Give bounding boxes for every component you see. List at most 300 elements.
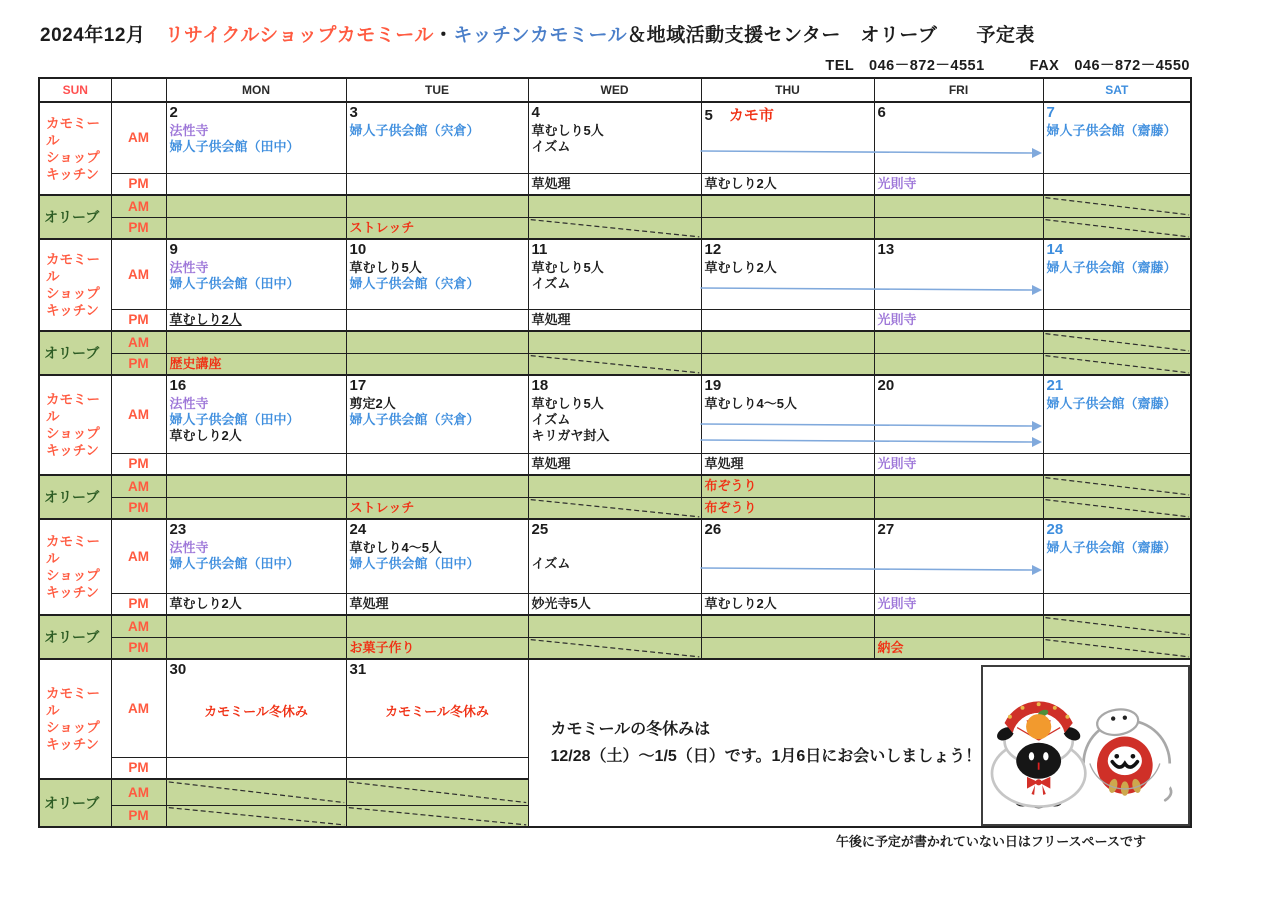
am-cell	[346, 659, 528, 757]
olive-am-cell	[346, 615, 528, 637]
closed-slot-diagonal	[529, 354, 701, 375]
schedule-entry: 婦人子供会館（齋藤）	[1046, 260, 1177, 275]
date-line	[705, 377, 871, 396]
day-header-MON: MON	[166, 78, 346, 102]
pm-label: PM	[111, 593, 166, 615]
title-kitchen-name: キッチンカモミール	[453, 25, 628, 46]
olive-activity: ストレッチ	[349, 219, 415, 235]
olive-pm-cell	[166, 637, 346, 659]
shop-label-line: ショップ	[46, 568, 100, 583]
olive-am-cell	[701, 195, 874, 217]
olive-am-cell	[701, 331, 874, 353]
am-cell	[528, 239, 701, 309]
olive-am-row	[39, 331, 1191, 353]
schedule-entry: 草むしり2人	[169, 595, 242, 611]
schedule-entry: イズム	[531, 556, 571, 571]
page-title	[40, 20, 1035, 47]
olive-pm-label: PM	[111, 637, 166, 659]
date-line	[170, 521, 343, 540]
schedule-entry: 草処理	[531, 175, 571, 191]
olive-am-cell	[528, 331, 701, 353]
row-label-chamomile	[39, 102, 111, 195]
olive-pm-cell	[701, 353, 874, 375]
closed-slot-diagonal	[529, 638, 701, 659]
pm-cell	[874, 593, 1043, 615]
olive-pm-cell	[1043, 497, 1191, 519]
schedule-entry: 草むしり2人	[704, 260, 777, 275]
date-line	[705, 104, 871, 123]
olive-am-cell	[166, 475, 346, 497]
schedule-entry: 婦人子供会館（田中）	[169, 556, 300, 571]
date-line	[1047, 521, 1188, 540]
olive-am-cell	[166, 615, 346, 637]
winter-break-notice	[529, 716, 982, 770]
row-label-olive: オリーブ	[39, 195, 111, 239]
olive-pm-cell	[1043, 353, 1191, 375]
schedule-entry: 草むしり2人	[169, 428, 242, 443]
shop-label-line: キッチン	[46, 303, 100, 318]
olive-am-cell	[874, 615, 1043, 637]
olive-activity: ストレッチ	[349, 499, 415, 515]
date-number: 11	[531, 241, 548, 258]
date-line	[705, 241, 871, 260]
date-line	[170, 661, 343, 680]
olive-activity: 布ぞうり	[704, 499, 757, 515]
white-snake-with-daruma-illustration	[1084, 707, 1172, 813]
pm-cell	[346, 309, 528, 331]
row-label-chamomile	[39, 519, 111, 615]
pm-label: PM	[111, 757, 166, 779]
row-label-chamomile	[39, 659, 111, 779]
am-cell	[1043, 239, 1191, 309]
closed-slot-diagonal	[167, 780, 346, 805]
date-number: 27	[877, 521, 895, 538]
olive-pm-cell	[346, 353, 528, 375]
day-header-SAT: SAT	[1043, 78, 1191, 102]
olive-activity: お菓子作り	[349, 639, 415, 655]
olive-pm-label: PM	[111, 353, 166, 375]
tel-fax-line: TEL 046－872－4551 FAX 046－872－4550	[825, 58, 1190, 74]
date-line	[532, 521, 698, 540]
schedule-entry: 婦人子供会館（宍倉）	[349, 123, 480, 138]
chamomile-am-row	[39, 102, 1191, 173]
schedule-entry: 草処理	[349, 595, 389, 611]
date-number: 31	[349, 661, 367, 678]
closed-slot-diagonal	[1044, 498, 1191, 519]
olive-pm-cell	[528, 217, 701, 239]
date-number: 24	[349, 521, 367, 538]
shop-label-line: カモミール	[46, 686, 100, 718]
day-header-TUE: TUE	[346, 78, 528, 102]
pm-cell	[528, 453, 701, 475]
pm-cell	[701, 453, 874, 475]
pm-cell	[346, 593, 528, 615]
date-line	[1047, 377, 1188, 396]
date-line	[532, 104, 698, 123]
schedule-entry: 婦人子供会館（齋藤）	[1046, 123, 1177, 138]
olive-pm-cell	[166, 805, 346, 827]
olive-pm-cell	[874, 497, 1043, 519]
schedule-entry: 婦人子供会館（齋藤）	[1046, 540, 1177, 555]
date-line	[532, 377, 698, 396]
schedule-entry: 草処理	[531, 311, 571, 327]
date-line	[705, 521, 871, 540]
olive-am-cell	[1043, 331, 1191, 353]
am-label: AM	[111, 659, 166, 757]
am-cell	[701, 239, 874, 309]
am-cell	[874, 375, 1043, 453]
chamomile-pm-row	[39, 309, 1191, 331]
olive-pm-cell	[528, 497, 701, 519]
olive-am-cell	[1043, 195, 1191, 217]
am-cell	[166, 519, 346, 593]
shop-label-line: カモミール	[46, 115, 100, 148]
schedule-entry: 草むしり5人	[531, 260, 604, 275]
pm-label: PM	[111, 309, 166, 331]
pm-cell	[874, 453, 1043, 475]
schedule-entry: 婦人子供会館（齋藤）	[1046, 396, 1177, 411]
closed-slot-diagonal	[1044, 218, 1191, 239]
olive-pm-cell	[874, 217, 1043, 239]
date-number: 2	[169, 104, 178, 121]
olive-am-label: AM	[111, 615, 166, 637]
date-line	[878, 377, 1040, 396]
schedule-entry: イズム	[531, 139, 571, 154]
olive-pm-cell	[1043, 217, 1191, 239]
am-cell	[874, 239, 1043, 309]
closed-slot-diagonal	[1044, 616, 1191, 637]
new-year-illustration	[983, 667, 1188, 824]
calendar-table-wrap	[38, 77, 1190, 828]
schedule-entry: 婦人子供会館（宍倉）	[349, 276, 480, 291]
pm-label: PM	[111, 173, 166, 195]
row-label-olive: オリーブ	[39, 331, 111, 375]
chamomile-am-row	[39, 519, 1191, 593]
schedule-entry: 草むしり2人	[704, 595, 777, 611]
olive-pm-label: PM	[111, 217, 166, 239]
date-number: 16	[169, 377, 187, 394]
date-number: 19	[704, 377, 722, 394]
schedule-entry: カモミール冬休み	[385, 704, 489, 719]
olive-am-row	[39, 475, 1191, 497]
olive-activity: 布ぞうり	[704, 478, 757, 494]
pm-cell	[528, 309, 701, 331]
chamomile-pm-row	[39, 453, 1191, 475]
date-number: 14	[1046, 241, 1064, 258]
am-cell	[166, 239, 346, 309]
olive-am-cell	[701, 475, 874, 497]
date-line	[878, 521, 1040, 540]
pm-cell	[1043, 309, 1191, 331]
day-header-WED: WED	[528, 78, 701, 102]
olive-am-cell	[528, 615, 701, 637]
schedule-entry: 草むしり4～5人	[704, 396, 797, 411]
date-line	[350, 104, 525, 123]
schedule-entry: 草むしり2人	[704, 175, 777, 191]
olive-am-label: AM	[111, 475, 166, 497]
olive-pm-label: PM	[111, 805, 166, 827]
shop-label-line: ショップ	[46, 426, 100, 441]
day-header-FRI: FRI	[874, 78, 1043, 102]
am-cell	[346, 102, 528, 173]
olive-pm-cell	[166, 217, 346, 239]
date-number: 4	[531, 104, 540, 121]
olive-am-label: AM	[111, 195, 166, 217]
am-cell	[701, 375, 874, 453]
olive-am-label: AM	[111, 331, 166, 353]
title-separator: ・	[433, 25, 454, 46]
olive-am-cell	[528, 195, 701, 217]
date-number: 10	[349, 241, 367, 258]
olive-pm-cell	[701, 637, 874, 659]
closed-slot-diagonal	[347, 806, 528, 827]
shop-label-line: ショップ	[46, 286, 100, 301]
shop-label-line: キッチン	[46, 737, 100, 752]
row-label-olive: オリーブ	[39, 475, 111, 519]
olive-activity: 納会	[877, 639, 904, 655]
am-cell	[1043, 375, 1191, 453]
date-line	[170, 104, 343, 123]
schedule-entry: 光則寺	[877, 595, 917, 611]
date-line	[350, 241, 525, 260]
pm-cell	[166, 453, 346, 475]
schedule-entry: 法性寺	[169, 123, 209, 138]
date-line	[170, 241, 343, 260]
olive-am-cell	[346, 331, 528, 353]
chamomile-am-row	[39, 659, 1191, 757]
closed-slot-diagonal	[167, 806, 346, 827]
date-line	[532, 241, 698, 260]
olive-pm-cell	[874, 353, 1043, 375]
schedule-entry: 草むしり2人	[169, 311, 242, 327]
olive-am-row	[39, 195, 1191, 217]
shop-label-line: キッチン	[46, 585, 100, 600]
olive-pm-row	[39, 497, 1191, 519]
olive-am-cell	[346, 475, 528, 497]
pm-cell	[166, 593, 346, 615]
am-cell	[346, 239, 528, 309]
notice-line-2: 12/28（土）～1/5（日）です。1月6日にお会いしましょう！	[550, 748, 982, 765]
closed-slot-diagonal	[529, 218, 701, 239]
schedule-entry: 草むしり4～5人	[349, 540, 442, 555]
schedule-entry: イズム	[531, 276, 571, 291]
schedule-entry: キリガヤ封入	[531, 428, 610, 443]
date-line	[878, 104, 1040, 123]
closed-slot-diagonal	[347, 780, 528, 805]
shop-label-line: カモミール	[46, 392, 100, 424]
schedule-entry: 光則寺	[877, 455, 917, 471]
date-line	[878, 241, 1040, 260]
schedule-entry: 婦人子供会館（宍倉）	[349, 412, 480, 427]
olive-pm-cell	[874, 637, 1043, 659]
schedule-entry: 草処理	[704, 455, 744, 471]
row-label-chamomile	[39, 239, 111, 331]
olive-pm-cell	[528, 353, 701, 375]
pm-cell	[874, 309, 1043, 331]
olive-pm-row	[39, 217, 1191, 239]
pm-label: PM	[111, 453, 166, 475]
schedule-entry: 法性寺	[169, 396, 209, 411]
schedule-entry: イズム	[531, 412, 571, 427]
olive-am-cell	[346, 195, 528, 217]
am-label: AM	[111, 519, 166, 593]
date-line	[1047, 104, 1188, 123]
olive-pm-cell	[346, 637, 528, 659]
am-cell	[166, 375, 346, 453]
schedule-entry: 草処理	[531, 455, 571, 471]
am-cell	[874, 102, 1043, 173]
olive-am-row	[39, 615, 1191, 637]
winter-break-area	[528, 659, 1191, 827]
olive-pm-row	[39, 353, 1191, 375]
am-label: AM	[111, 102, 166, 173]
date-number: 6	[877, 104, 886, 121]
closed-slot-diagonal	[1044, 638, 1191, 659]
shop-label-line: キッチン	[46, 443, 100, 458]
date-number: 30	[169, 661, 187, 678]
date-line	[1047, 241, 1188, 260]
date-number: 25	[531, 521, 549, 538]
am-cell	[701, 519, 874, 593]
am-cell	[528, 375, 701, 453]
chamomile-pm-row	[39, 593, 1191, 615]
date-number: 28	[1046, 521, 1064, 538]
title-month: 2024年12月	[40, 25, 165, 46]
closed-slot-diagonal	[1044, 196, 1191, 217]
schedule-entry: 草むしり5人	[531, 396, 604, 411]
pm-cell	[1043, 173, 1191, 195]
schedule-entry: 婦人子供会館（田中）	[169, 139, 300, 154]
am-cell	[701, 102, 874, 173]
title-rest: ＆地域活動支援センター オリーブ 予定表	[627, 25, 1035, 46]
olive-am-cell	[701, 615, 874, 637]
date-line	[170, 377, 343, 396]
pm-cell	[346, 453, 528, 475]
calendar-table	[38, 77, 1192, 828]
chamomile-pm-row	[39, 173, 1191, 195]
date-number: 13	[877, 241, 895, 258]
olive-pm-cell	[346, 497, 528, 519]
shop-label-line: ショップ	[46, 149, 100, 165]
am-cell	[528, 102, 701, 173]
am-cell	[346, 375, 528, 453]
pm-cell	[528, 173, 701, 195]
closed-slot-diagonal	[1044, 354, 1191, 375]
schedule-entry	[532, 540, 698, 556]
title-recycle-shop-name: リサイクルショップカモミール	[164, 25, 434, 46]
schedule-entry: 光則寺	[877, 175, 917, 191]
schedule-entry: 草むしり5人	[349, 260, 422, 275]
olive-am-cell	[1043, 475, 1191, 497]
pm-cell	[701, 173, 874, 195]
schedule-entry: 光則寺	[877, 311, 917, 327]
pm-cell	[346, 757, 528, 779]
row-label-olive: オリーブ	[39, 779, 111, 827]
event-kamo-market: カモ市	[728, 107, 774, 124]
date-number: 9	[169, 241, 178, 258]
weekday-header-row	[39, 78, 1191, 102]
pm-cell	[166, 757, 346, 779]
olive-am-cell	[1043, 615, 1191, 637]
schedule-entry: 婦人子供会館（田中）	[349, 556, 480, 571]
date-line	[350, 377, 525, 396]
date-number: 5	[704, 107, 713, 124]
schedule-entry: 婦人子供会館（田中）	[169, 276, 300, 291]
shop-label-line: カモミール	[46, 252, 100, 284]
pm-cell	[1043, 453, 1191, 475]
am-cell	[528, 519, 701, 593]
date-number: 3	[349, 104, 358, 121]
olive-pm-cell	[166, 497, 346, 519]
date-number: 17	[349, 377, 367, 394]
shop-label-line: カモミール	[46, 534, 100, 566]
closed-slot-diagonal	[529, 498, 701, 519]
pm-cell	[166, 309, 346, 331]
notice-line-1: カモミールの冬休みは	[550, 720, 711, 738]
footer-note: 午後に予定が書かれていない日はフリースペースです	[835, 834, 1146, 849]
winter-break-section	[529, 660, 1191, 826]
schedule-entry: 法性寺	[169, 260, 209, 275]
olive-am-cell	[346, 779, 528, 805]
date-number: 21	[1046, 377, 1064, 394]
olive-pm-cell	[701, 497, 874, 519]
pm-cell	[1043, 593, 1191, 615]
pm-cell	[346, 173, 528, 195]
olive-pm-row	[39, 637, 1191, 659]
schedule-entry: 法性寺	[169, 540, 209, 555]
day-header-ampm	[111, 78, 166, 102]
olive-am-cell	[874, 331, 1043, 353]
pm-cell	[528, 593, 701, 615]
date-number: 7	[1046, 104, 1055, 121]
olive-am-cell	[874, 195, 1043, 217]
pm-cell	[874, 173, 1043, 195]
olive-pm-cell	[346, 217, 528, 239]
olive-pm-cell	[528, 637, 701, 659]
olive-am-cell	[166, 195, 346, 217]
olive-pm-label: PM	[111, 497, 166, 519]
date-number: 12	[704, 241, 722, 258]
schedule-entry: カモミール冬休み	[204, 704, 308, 719]
sheep-kagami-mochi-illustration	[992, 701, 1085, 808]
am-cell	[166, 659, 346, 757]
schedule-entry: 婦人子供会館（田中）	[169, 412, 300, 427]
new-year-illustration-box	[981, 665, 1190, 826]
am-label: AM	[111, 375, 166, 453]
chamomile-am-row	[39, 375, 1191, 453]
olive-pm-cell	[346, 805, 528, 827]
date-line	[350, 661, 525, 680]
date-number: 18	[531, 377, 549, 394]
olive-pm-cell	[701, 217, 874, 239]
date-line	[350, 521, 525, 540]
day-header-SUN: SUN	[39, 78, 111, 102]
olive-am-cell	[874, 475, 1043, 497]
pm-cell	[701, 593, 874, 615]
am-cell	[166, 102, 346, 173]
chamomile-am-row	[39, 239, 1191, 309]
olive-activity: 歴史講座	[169, 355, 222, 371]
schedule-entry: 剪定2人	[349, 396, 396, 411]
date-number: 20	[877, 377, 895, 394]
am-cell	[1043, 519, 1191, 593]
olive-am-cell	[166, 779, 346, 805]
schedule-entry: 草むしり5人	[531, 123, 604, 138]
closed-slot-diagonal	[1044, 476, 1191, 497]
schedule-entry: 妙光寺5人	[531, 595, 591, 611]
olive-am-cell	[528, 475, 701, 497]
row-label-olive: オリーブ	[39, 615, 111, 659]
